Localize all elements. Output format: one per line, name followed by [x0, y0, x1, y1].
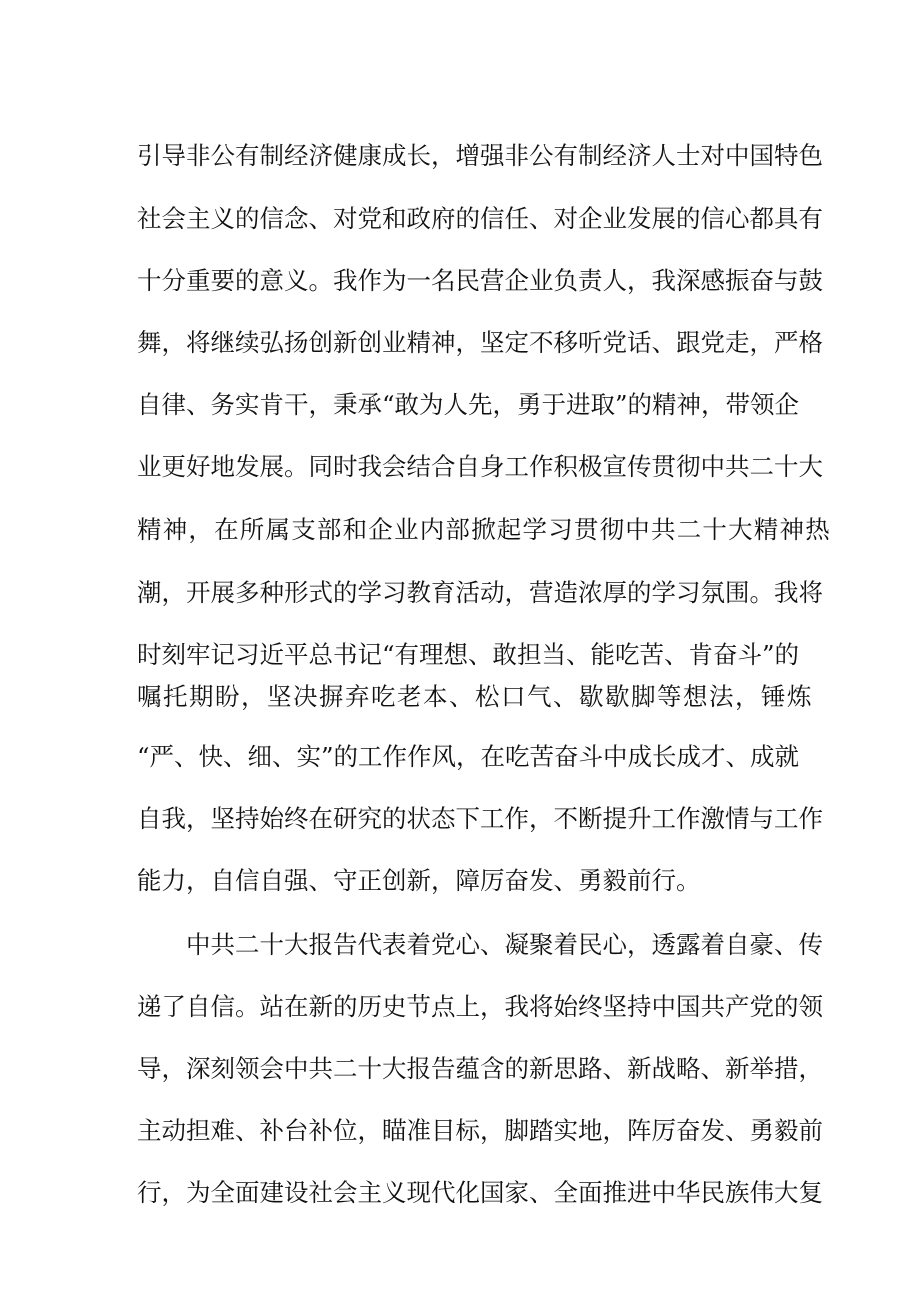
text-line: 十分重要的意义。我作为一名民营企业负责人，我深感振奋与鼓 [137, 266, 823, 295]
text-line: 社会主义的信念、对党和政府的信任、对企业发展的信心都具有 [137, 204, 823, 233]
text-line: 自我，坚持始终在研究的状态下工作，不断提升工作激情与工作 [137, 804, 823, 833]
text-line: 舞，将继续弘扬创新创业精神，坚定不移听党话、跟党走，严格 [137, 328, 823, 357]
text-line: 潮，开展多种形式的学习教育活动，营造浓厚的学习氛围。我将 [137, 578, 823, 607]
text-line: 自律、务实肯干，秉承“敢为人先，勇于进取”的精神，带领企 [137, 390, 800, 419]
text-line: 业更好地发展。同时我会结合自身工作积极宣传贯彻中共二十大 [137, 452, 823, 481]
paragraph-first-line: 中共二十大报告代表着党心、凝聚着民心，透露着自豪、传 [186, 930, 823, 959]
text-line: 时刻牢记习近平总书记“有理想、敢担当、能吃苦、肯奋斗”的 [137, 640, 800, 669]
text-line: 嘱托期盼，坚决摒弃吃老本、松口气、歇歇脚等想法，锤炼 [137, 682, 813, 711]
text-line: 导，深刻领会中共二十大报告蕴含的新思路、新战略、新举措， [137, 1054, 823, 1083]
text-line: 精神，在所属支部和企业内部掀起学习贯彻中共二十大精神热 [137, 515, 831, 544]
text-line: “严、快、细、实”的工作作风，在吃苦奋斗中成长成才、成就 [137, 742, 800, 771]
text-line: 递了自信。站在新的历史节点上，我将始终坚持中国共产党的领 [137, 992, 823, 1021]
text-line: 能力，自信自强、守正创新，障厉奋发、勇毅前行。 [137, 866, 701, 895]
text-line: 行，为全面建设社会主义现代化国家、全面推进中华民族伟大复 [137, 1178, 823, 1207]
text-line: 引导非公有制经济健康成长，增强非公有制经济人士对中国特色 [137, 141, 823, 170]
text-line: 主动担难、补台补位，瞄准目标，脚踏实地，阵厉奋发、勇毅前 [137, 1116, 823, 1145]
